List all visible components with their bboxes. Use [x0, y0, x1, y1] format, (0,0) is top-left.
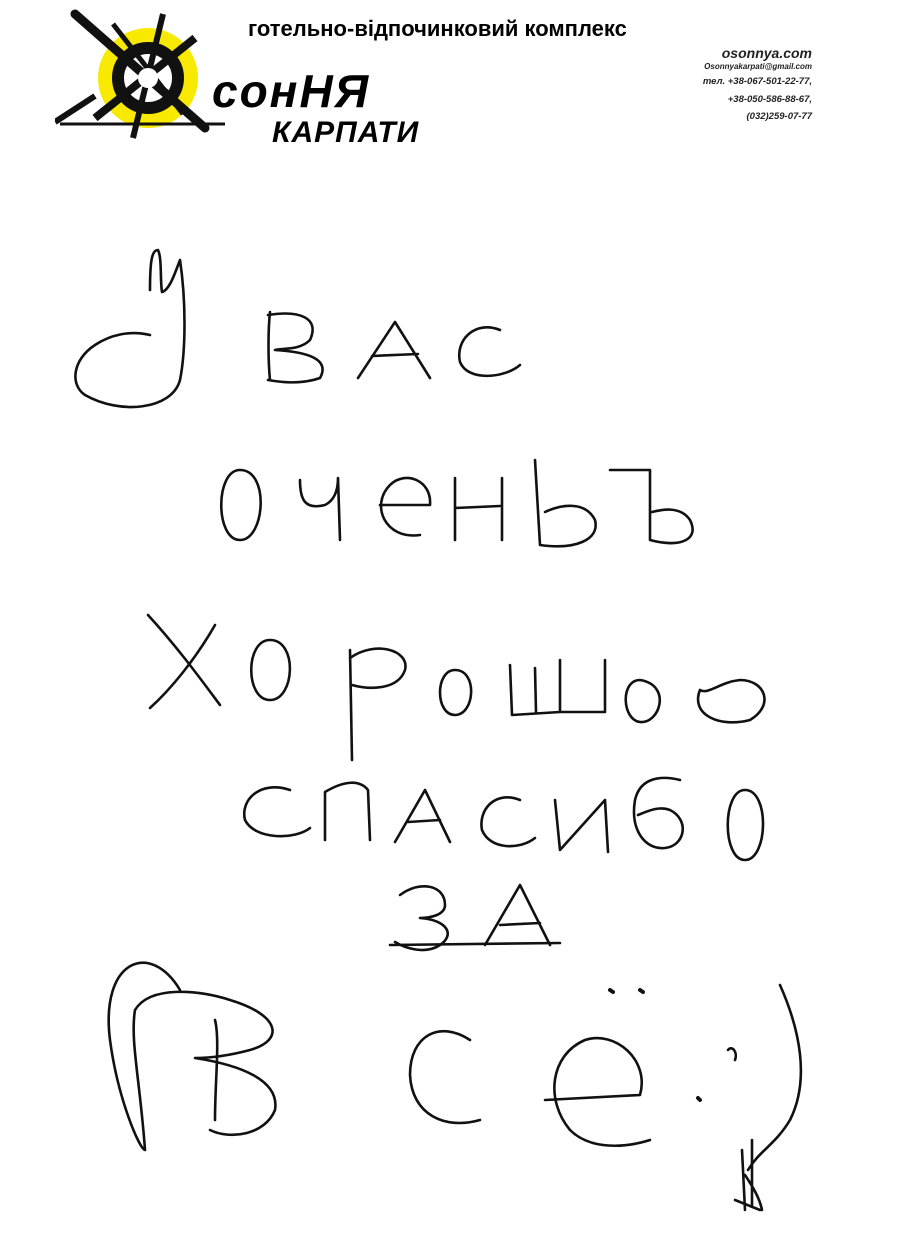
website-link[interactable]: osonnya.com: [721, 45, 812, 61]
email-link[interactable]: Osonnyakarpati@gmail.com: [704, 62, 812, 71]
hw-letter: [455, 478, 502, 540]
hw-letter: [410, 1031, 480, 1123]
phone-line-2: +38-050-586-88-67,: [727, 93, 812, 105]
hw-letter: [748, 985, 801, 1170]
hw-letter: [481, 797, 535, 846]
hw-signature: [735, 1140, 762, 1210]
brand-name-line2: КАРПАТИ: [272, 116, 420, 149]
hw-letter: [535, 460, 596, 546]
hw-letter: [698, 680, 764, 722]
hw-letter: [728, 1048, 736, 1060]
hw-letter: [459, 327, 520, 376]
hw-letter: [634, 778, 683, 848]
letterhead-title: готельно-відпочинковий комплекс: [248, 16, 627, 41]
hw-letter: [350, 649, 405, 760]
phone-line-1: тел. +38-067-501-22-77,: [702, 76, 812, 87]
hw-letter: [440, 670, 471, 715]
hw-letter: [626, 680, 660, 722]
hw-letter: [325, 783, 370, 840]
hw-letter: [268, 312, 323, 382]
hw-letter: [75, 250, 184, 407]
hw-letter: [395, 886, 448, 950]
hw-letter: [390, 943, 560, 945]
hw-letter: [728, 790, 763, 860]
hw-letter: [148, 615, 220, 708]
hw-letter: [215, 1020, 217, 1120]
hw-letter: [300, 478, 340, 540]
hw-letter: [358, 322, 430, 378]
hw-letter: [510, 660, 605, 715]
hw-letter: [244, 787, 310, 836]
hw-letter: [555, 800, 608, 852]
hw-letter: [610, 990, 643, 992]
hw-letter: [395, 790, 450, 842]
hw-letter: [380, 478, 430, 536]
hw-letter: [610, 470, 693, 543]
hw-letter: [485, 885, 550, 945]
hw-letter: [698, 1098, 700, 1100]
hw-letter: [251, 640, 290, 700]
hw-letter: [109, 963, 276, 1150]
hw-letter: [545, 1038, 650, 1146]
brand-name-line1: сонНЯ: [212, 65, 371, 117]
hw-letter: [221, 470, 260, 540]
phone-line-3: (032)259-07-77: [746, 111, 812, 122]
